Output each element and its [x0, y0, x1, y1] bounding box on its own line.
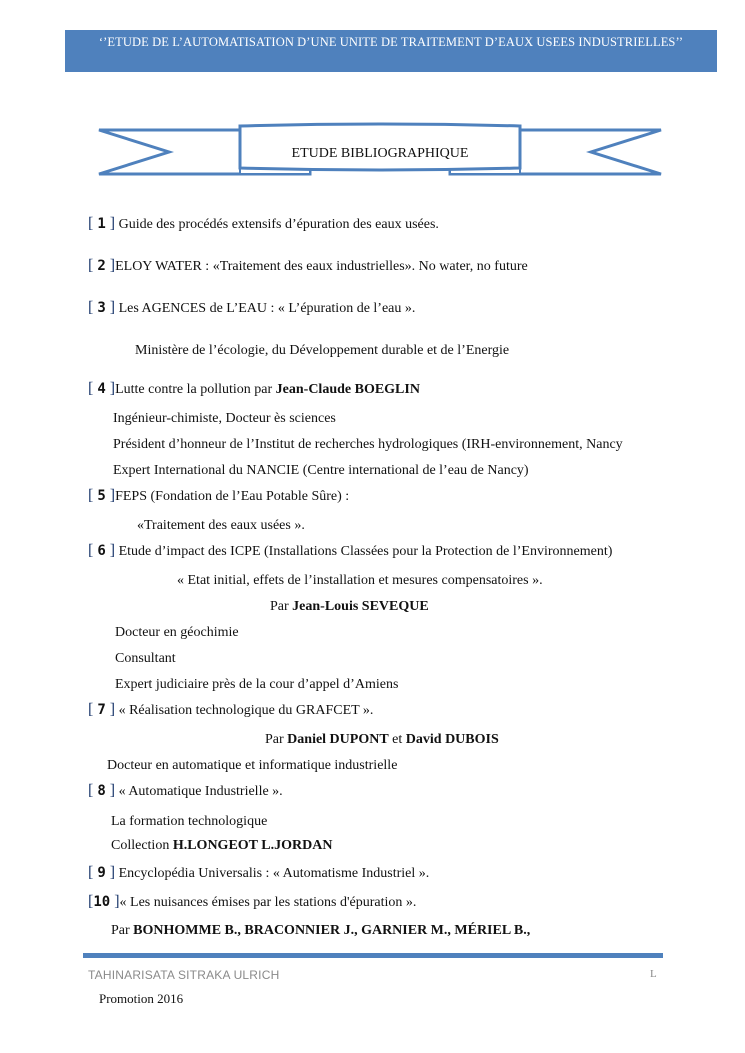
section-title: ETUDE BIBLIOGRAPHIQUE: [291, 146, 469, 161]
reference-text: ELOY WATER : «Traitement des eaux industrielles». No water, no future: [115, 259, 528, 274]
reference-7: [88, 701, 373, 719]
reference-number: 5: [97, 488, 106, 504]
section-banner: [97, 122, 663, 182]
collection-label: Collection: [111, 838, 173, 853]
reference-authors: H.LONGEOT L.JORDAN: [172, 838, 333, 853]
reference-author-2: David DUBOIS: [405, 732, 499, 747]
reference-2: [88, 257, 528, 275]
footer-promotion: Promotion 2016: [99, 991, 184, 1006]
reference-number: 9: [97, 865, 106, 881]
reference-number: 6: [97, 543, 106, 559]
reference-6-detail-3: Consultant: [115, 651, 176, 666]
reference-number: 3: [97, 300, 106, 316]
reference-authors: BONHOMME B., BRACONNIER J., GARNIER M., MÉRIEL B.,: [133, 923, 531, 938]
reference-8-collection: [111, 837, 332, 854]
reference-text: Guide des procédés extensifs d’épuration des eaux usées.: [115, 217, 439, 232]
bracket-close: ]: [105, 299, 116, 316]
reference-6-detail-4: Expert judiciaire près de la cour d’appel d’Amiens: [115, 677, 399, 692]
bracket-close: ]: [105, 542, 116, 559]
reference-1: [88, 215, 439, 233]
bracket-open: [: [88, 487, 98, 504]
reference-4-detail-2: Président d’honneur de l’Institut de recherches hydrologiques (IRH-environnement, Nancy: [113, 437, 623, 452]
bracket-close: ]: [105, 215, 116, 232]
bracket-close: ]: [110, 893, 120, 910]
reference-text: Encyclopédia Universalis : « Automatisme Industriel ».: [115, 866, 430, 881]
bracket-open: [: [88, 299, 98, 316]
reference-10-author-line: [111, 922, 530, 939]
par-label: Par: [265, 732, 288, 747]
reference-6: [88, 542, 612, 560]
reference-7-author-line: [265, 731, 499, 748]
reference-text: Etude d’impact des ICPE (Installations Classées pour la Protection de l’Environnement): [115, 544, 613, 559]
reference-author-1: Daniel DUPONT: [287, 732, 389, 747]
reference-9: [88, 864, 429, 882]
and-label: et: [388, 732, 406, 747]
reference-text: « Réalisation technologique du GRAFCET ».: [115, 703, 374, 718]
bracket-open: [: [88, 380, 98, 397]
reference-7-detail: Docteur en automatique et informatique industrielle: [107, 758, 398, 773]
document-title: ‘’ETUDE DE L’AUTOMATISATION D’UNE UNITE DE TRAITEMENT D’EAUX USEES INDUSTRIELLES’’: [98, 35, 684, 49]
reference-8-detail: La formation technologique: [111, 814, 268, 829]
reference-10: [88, 893, 416, 911]
bracket-close: ]: [105, 782, 116, 799]
reference-5-detail: «Traitement des eaux usées ».: [137, 518, 305, 533]
bracket-open: [: [88, 864, 98, 881]
reference-6-author-line: [270, 598, 429, 615]
reference-number: 10: [93, 894, 111, 910]
bracket-close: ]: [105, 864, 116, 881]
reference-6-detail-1: « Etat initial, effets de l’installation et mesures compensatoires ».: [177, 573, 543, 588]
reference-number: 7: [97, 702, 106, 718]
bracket-close: ]: [105, 701, 116, 718]
reference-number: 4: [97, 381, 106, 397]
reference-text: FEPS (Fondation de l’Eau Potable Sûre) :: [115, 489, 350, 504]
reference-4-detail-1: Ingénieur-chimiste, Docteur ès sciences: [113, 411, 336, 426]
bracket-open: [: [88, 542, 98, 559]
reference-number: 8: [97, 783, 106, 799]
reference-6-detail-2: Docteur en géochimie: [115, 625, 239, 640]
reference-text: « Les nuisances émises par les stations d'épuration ».: [119, 895, 417, 910]
bracket-open: [: [88, 893, 94, 910]
bracket-close: ]: [105, 380, 116, 397]
reference-text: « Automatique Industrielle ».: [115, 784, 283, 799]
bracket-close: ]: [105, 487, 116, 504]
bracket-open: [: [88, 257, 98, 274]
bracket-open: [: [88, 782, 98, 799]
reference-text: Lutte contre la pollution par: [115, 382, 276, 397]
bracket-open: [: [88, 215, 98, 232]
reference-8: [88, 782, 283, 800]
reference-3-detail: Ministère de l’écologie, du Développement durable et de l’Energie: [135, 343, 510, 358]
reference-3: [88, 299, 415, 317]
reference-4: [88, 380, 420, 398]
footer-rule: [83, 953, 663, 958]
reference-number: 1: [97, 216, 106, 232]
reference-5: [88, 487, 349, 505]
header-band: [65, 30, 717, 72]
reference-author: Jean-Louis SEVEQUE: [292, 599, 429, 614]
bracket-close: ]: [105, 257, 116, 274]
reference-author: Jean-Claude BOEGLIN: [275, 382, 420, 397]
reference-text: Les AGENCES de L’EAU : « L’épuration de l’eau ».: [115, 301, 416, 316]
par-label: Par: [111, 923, 134, 938]
bracket-open: [: [88, 701, 98, 718]
footer-page-number: L: [650, 968, 657, 980]
reference-4-detail-3: Expert International du NANCIE (Centre international de l’eau de Nancy): [113, 463, 529, 478]
footer-author-name: TAHINARISATA SITRAKA ULRICH: [88, 968, 280, 982]
reference-number: 2: [97, 258, 106, 274]
par-label: Par: [270, 599, 293, 614]
